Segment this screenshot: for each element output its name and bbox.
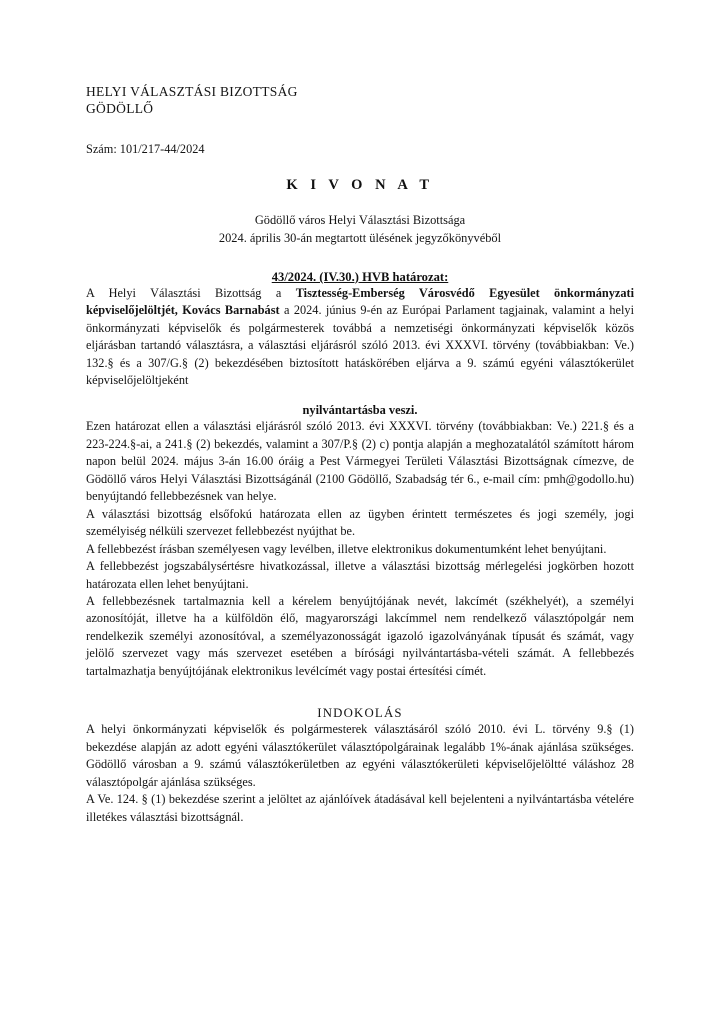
subtitle-line-1: Gödöllő város Helyi Választási Bizottsága: [254, 212, 466, 227]
document-subtitle: [86, 212, 634, 248]
resolution-identifier: 43/2024. (IV.30.) HVB határozat:: [271, 269, 449, 284]
subtitle-line-2: 2024. április 30-án megtartott ülésének jegyzőkönyvéből: [218, 230, 502, 245]
reasoning-heading: INDOKOLÁS: [317, 706, 403, 721]
case-number: Szám: 101/217-44/2024: [86, 141, 205, 156]
candidate-and-organization: Tisztesség-Emberség Városvédő Egyesület önkormányzati képviselőjelöltjét, Kovács Barnabást: [86, 285, 634, 318]
issuing-authority: [86, 84, 634, 118]
paragraph-reasoning-2: A Ve. 124. § (1) bekezdése szerint a jelöltet az ajánlóívek átadásával kell bejelenteni a nyilvántartásba vételére illetékes választási bizottságnál.: [86, 792, 634, 824]
paragraph-appeal-content: A fellebbezésnek tartalmaznia kell a kérelem benyújtójának nevét, lakcímét (székhelyét), a személyi azonosítóját, illetve ha a külföldön élő, magyarországi lakcímmel nem rendelkező választópolgár nem rendelkezik személyi azonosítóval, a személyazonosságát igazoló igazolványának típusát és számát, vagy jelölő szervezet vagy más szervezet esetében a bírósági nyilvántartásba-vételi számát. A fellebbezés tartalmazhatja benyújtójának elektronikus levélcímét vagy postai értesítési címét.: [86, 593, 634, 678]
paragraph-appeal-info: Ezen határozat ellen a választási eljárásról szóló 2013. évi XXXVI. törvény (továbbiakban: Ve.) 221.§ és a 223-224.§-ai, a 241.§ (2) bekezdés, valamint a 307/P.§ (2) c) pontja alapján a meghozatalától számított három napon belül 2024. május 3-án 16.00 óráig a Pest Vármegyei Területi Választási Bizottságnak címezve, de Gödöllő város Helyi Választási Bizottságánál (2100 Gödöllő, Szabadság tér 6., e-mail cím: pmh@godollo.hu) benyújtandó fellebbezésnek van helye.: [86, 419, 634, 504]
document-body: [86, 84, 634, 826]
decision-statement: nyilvántartásba veszi.: [302, 403, 418, 418]
paragraph-appeal-who: A választási bizottság elsőfokú határozata ellen az ügyben érintett természetes és jogi személy, jogi személyiség nélküli szervezet fellebbezést nyújthat be.: [86, 506, 634, 539]
paragraph-appeal-form: A fellebbezést írásban személyesen vagy levélben, illetve elektronikus dokumentumként lehet benyújtani.: [86, 541, 607, 556]
paragraph-reasoning-1: A helyi önkormányzati képviselők és polgármesterek választásáról szóló 2010. évi L. törvény 9.§ (1) bekezdése alapján az adott egyéni választókerület választópolgárainak legalább 1%-ának ajánlása szükséges. Gödöllő városban a 9. számú választókerületben az egyéni választókerületi képviselőjelöltté váláshoz 28 választópolgár ajánlása szükséges.: [86, 722, 634, 789]
authority-line-2: GÖDÖLLŐ: [86, 100, 154, 116]
paragraph-appeal-grounds: A fellebbezést jogszabálysértésre hivatkozással, illetve a választási bizottság mérlegelési jogkörben hozott határozata ellen lehet benyújtani.: [86, 559, 634, 591]
intro-text-part-2: a 2024. június 9-én az Európai Parlament tagjainak, valamint a helyi önkormányzati képviselők és polgármesterek továbbá a nemzetiségi önkormányzati képviselők közös eljárásban tartandó választásra, a választási eljárásról szóló 2013. évi XXXVI. törvény (továbbiakban: Ve.) 132.§ és a 307/G.§ (2) bekezdésében biztosított hatáskörében eljárva a 9. számú egyéni választókerület képviselőjelöltjeként: [86, 303, 634, 387]
page-title: K I V O N A T: [286, 176, 434, 193]
authority-line-1: HELYI VÁLASZTÁSI BIZOTTSÁG: [86, 84, 298, 99]
intro-text-part-1: A Helyi Választási Bizottság a: [86, 285, 296, 300]
paragraph-intro: [86, 285, 634, 390]
